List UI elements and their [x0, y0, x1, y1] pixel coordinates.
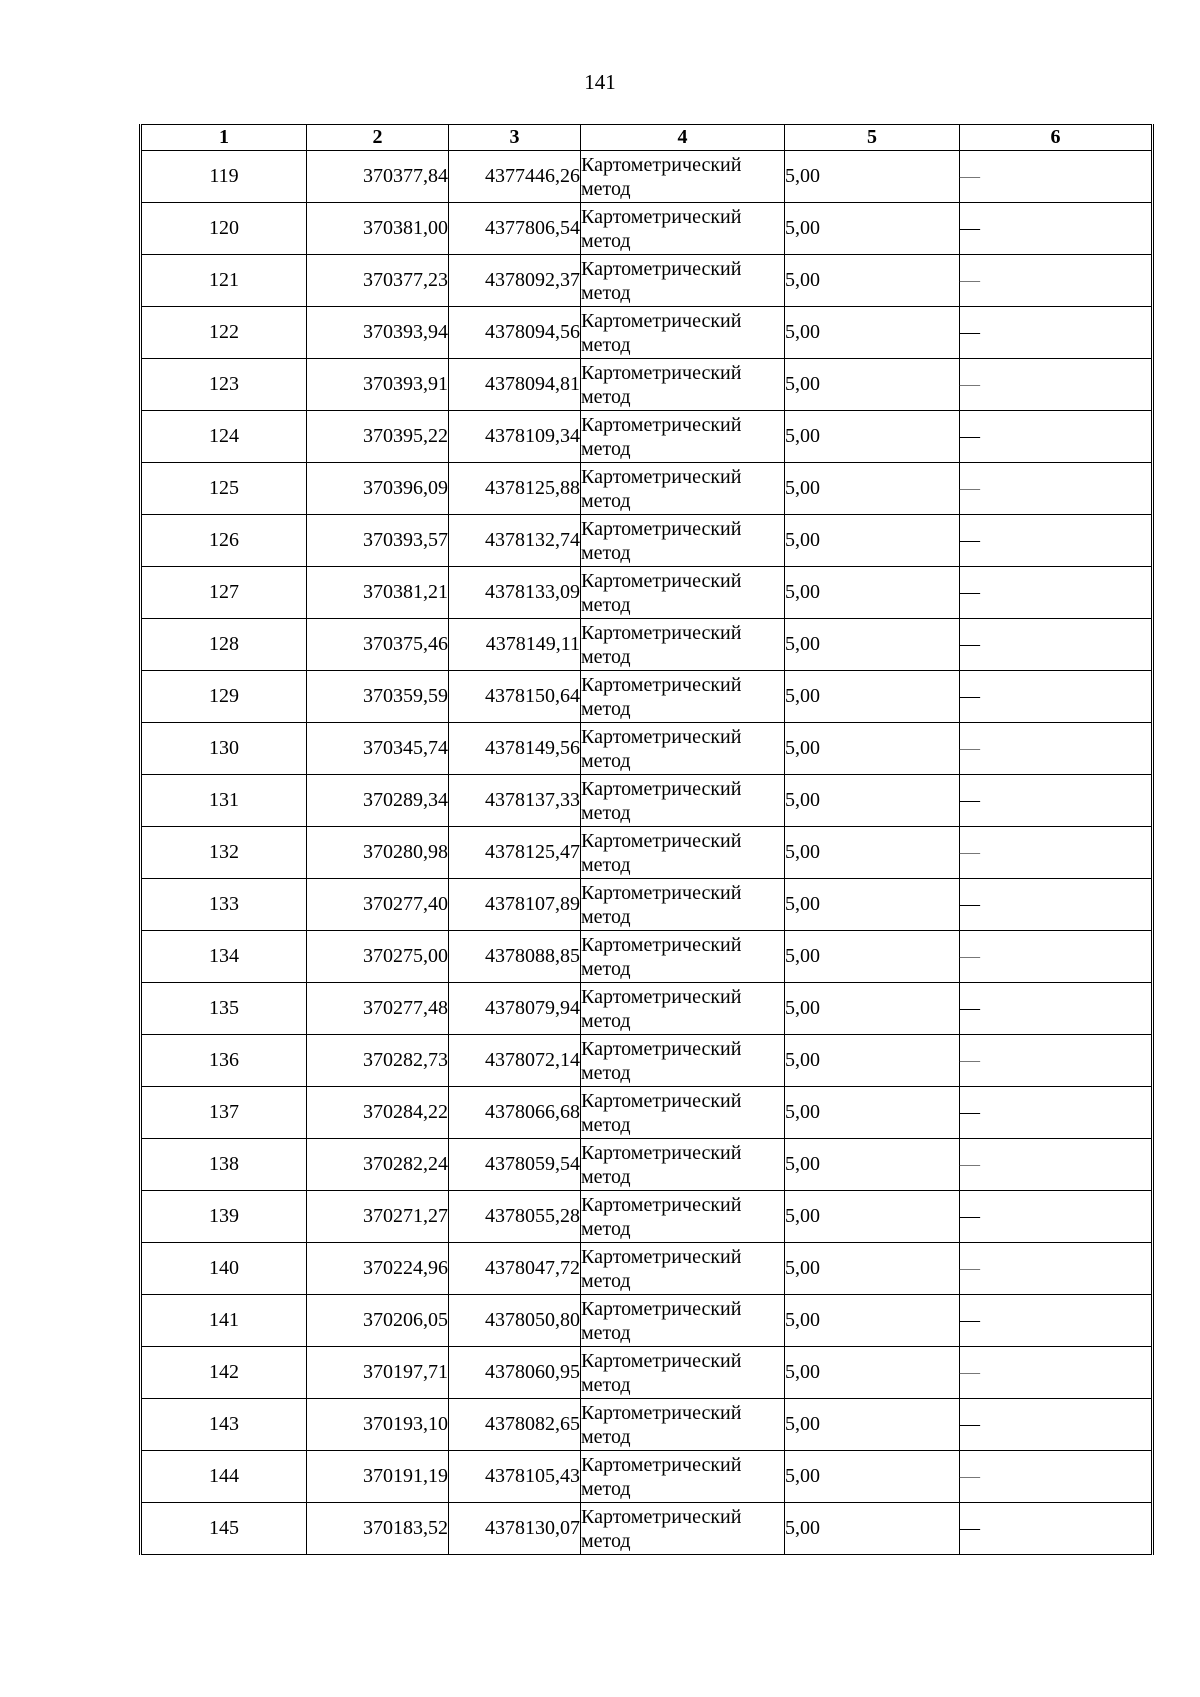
- note-cell: [960, 1399, 1153, 1451]
- point-number-cell: 132: [141, 827, 307, 879]
- method-cell: Картометрический метод: [581, 723, 785, 775]
- y-coordinate-cell: 4378149,56: [449, 723, 581, 775]
- precision-cell: 5,00: [785, 1295, 960, 1347]
- x-coordinate-cell: 370375,46: [307, 619, 449, 671]
- x-coordinate-cell: 370282,73: [307, 1035, 449, 1087]
- dash-mark: —: [960, 425, 980, 447]
- y-coordinate-cell: 4378082,65: [449, 1399, 581, 1451]
- note-cell: [960, 255, 1153, 307]
- method-cell: Картометрический метод: [581, 983, 785, 1035]
- point-number-cell: 126: [141, 515, 307, 567]
- x-coordinate-cell: 370284,22: [307, 1087, 449, 1139]
- y-coordinate-cell: 4378137,33: [449, 775, 581, 827]
- precision-cell: 5,00: [785, 671, 960, 723]
- point-number-cell: 138: [141, 1139, 307, 1191]
- point-number-cell: 134: [141, 931, 307, 983]
- point-number-cell: 143: [141, 1399, 307, 1451]
- table-row: [141, 1503, 1153, 1555]
- table-row: [141, 515, 1153, 567]
- y-coordinate-cell: 4378105,43: [449, 1451, 581, 1503]
- method-cell: Картометрический метод: [581, 775, 785, 827]
- method-cell: Картометрический метод: [581, 567, 785, 619]
- table-row: [141, 567, 1153, 619]
- point-number-cell: 140: [141, 1243, 307, 1295]
- point-number-cell: 125: [141, 463, 307, 515]
- dash-mark: —: [960, 893, 980, 915]
- y-coordinate-cell: 4378125,88: [449, 463, 581, 515]
- method-cell: Картометрический метод: [581, 1399, 785, 1451]
- point-number-cell: 128: [141, 619, 307, 671]
- precision-cell: 5,00: [785, 827, 960, 879]
- point-number-cell: 144: [141, 1451, 307, 1503]
- precision-cell: 5,00: [785, 931, 960, 983]
- table-row: [141, 723, 1153, 775]
- y-coordinate-cell: 4378088,85: [449, 931, 581, 983]
- note-cell: [960, 307, 1153, 359]
- dash-mark: —: [960, 1205, 980, 1227]
- y-coordinate-cell: 4378094,81: [449, 359, 581, 411]
- point-number-cell: 119: [141, 151, 307, 203]
- x-coordinate-cell: 370191,19: [307, 1451, 449, 1503]
- dash-mark: —: [960, 165, 980, 187]
- method-cell: Картометрический метод: [581, 1191, 785, 1243]
- y-coordinate-cell: 4377806,54: [449, 203, 581, 255]
- point-number-cell: 129: [141, 671, 307, 723]
- table-row: [141, 671, 1153, 723]
- point-number-cell: 130: [141, 723, 307, 775]
- precision-cell: 5,00: [785, 1243, 960, 1295]
- y-coordinate-cell: 4378109,34: [449, 411, 581, 463]
- x-coordinate-cell: 370271,27: [307, 1191, 449, 1243]
- method-cell: Картометрический метод: [581, 151, 785, 203]
- precision-cell: 5,00: [785, 1035, 960, 1087]
- point-number-cell: 137: [141, 1087, 307, 1139]
- method-cell: Картометрический метод: [581, 619, 785, 671]
- method-cell: Картометрический метод: [581, 931, 785, 983]
- dash-mark: —: [960, 685, 980, 707]
- note-cell: [960, 931, 1153, 983]
- point-number-cell: 145: [141, 1503, 307, 1555]
- note-cell: [960, 879, 1153, 931]
- note-cell: [960, 1347, 1153, 1399]
- note-cell: [960, 983, 1153, 1035]
- point-number-cell: 133: [141, 879, 307, 931]
- dash-mark: —: [960, 217, 980, 239]
- dash-mark: —: [960, 1465, 980, 1487]
- x-coordinate-cell: 370393,94: [307, 307, 449, 359]
- method-cell: Картометрический метод: [581, 1503, 785, 1555]
- table-row: [141, 307, 1153, 359]
- dash-mark: —: [960, 1153, 980, 1175]
- method-cell: Картометрический метод: [581, 1295, 785, 1347]
- method-cell: Картометрический метод: [581, 463, 785, 515]
- method-cell: Картометрический метод: [581, 1347, 785, 1399]
- dash-mark: —: [960, 477, 980, 499]
- precision-cell: 5,00: [785, 1087, 960, 1139]
- note-cell: [960, 203, 1153, 255]
- point-number-cell: 139: [141, 1191, 307, 1243]
- note-cell: [960, 515, 1153, 567]
- method-cell: Картометрический метод: [581, 879, 785, 931]
- precision-cell: 5,00: [785, 1399, 960, 1451]
- note-cell: [960, 1139, 1153, 1191]
- note-cell: [960, 671, 1153, 723]
- dash-mark: —: [960, 529, 980, 551]
- y-coordinate-cell: 4378094,56: [449, 307, 581, 359]
- note-cell: [960, 463, 1153, 515]
- x-coordinate-cell: 370381,21: [307, 567, 449, 619]
- precision-cell: 5,00: [785, 203, 960, 255]
- dash-mark: —: [960, 581, 980, 603]
- dash-mark: —: [960, 997, 980, 1019]
- method-cell: Картометрический метод: [581, 671, 785, 723]
- x-coordinate-cell: 370183,52: [307, 1503, 449, 1555]
- note-cell: [960, 775, 1153, 827]
- x-coordinate-cell: 370280,98: [307, 827, 449, 879]
- point-number-cell: 136: [141, 1035, 307, 1087]
- y-coordinate-cell: 4378125,47: [449, 827, 581, 879]
- table-row: [141, 411, 1153, 463]
- table-row: [141, 827, 1153, 879]
- column-header-2: 2: [307, 125, 449, 151]
- table-row: [141, 255, 1153, 307]
- note-cell: [960, 723, 1153, 775]
- x-coordinate-cell: 370289,34: [307, 775, 449, 827]
- y-coordinate-cell: 4378059,54: [449, 1139, 581, 1191]
- precision-cell: 5,00: [785, 879, 960, 931]
- table-row: [141, 1035, 1153, 1087]
- dash-mark: —: [960, 841, 980, 863]
- method-cell: Картометрический метод: [581, 359, 785, 411]
- table-row: [141, 151, 1153, 203]
- precision-cell: 5,00: [785, 359, 960, 411]
- y-coordinate-cell: 4378079,94: [449, 983, 581, 1035]
- point-number-cell: 127: [141, 567, 307, 619]
- note-cell: [960, 1451, 1153, 1503]
- note-cell: [960, 1087, 1153, 1139]
- note-cell: [960, 619, 1153, 671]
- point-number-cell: 141: [141, 1295, 307, 1347]
- table-row: [141, 1347, 1153, 1399]
- point-number-cell: 122: [141, 307, 307, 359]
- table-row: [141, 931, 1153, 983]
- coordinates-table: [139, 124, 1154, 1555]
- method-cell: Картометрический метод: [581, 255, 785, 307]
- x-coordinate-cell: 370377,84: [307, 151, 449, 203]
- y-coordinate-cell: 4378130,07: [449, 1503, 581, 1555]
- note-cell: [960, 1191, 1153, 1243]
- y-coordinate-cell: 4378060,95: [449, 1347, 581, 1399]
- point-number-cell: 135: [141, 983, 307, 1035]
- column-header-4: 4: [581, 125, 785, 151]
- table-row: [141, 359, 1153, 411]
- precision-cell: 5,00: [785, 515, 960, 567]
- dash-mark: —: [960, 1517, 980, 1539]
- dash-mark: —: [960, 789, 980, 811]
- method-cell: Картометрический метод: [581, 307, 785, 359]
- table-row: [141, 879, 1153, 931]
- precision-cell: 5,00: [785, 463, 960, 515]
- y-coordinate-cell: 4378150,64: [449, 671, 581, 723]
- dash-mark: —: [960, 1309, 980, 1331]
- column-header-1: 1: [141, 125, 307, 151]
- dash-mark: —: [960, 373, 980, 395]
- table-row: [141, 1399, 1153, 1451]
- y-coordinate-cell: 4378133,09: [449, 567, 581, 619]
- x-coordinate-cell: 370206,05: [307, 1295, 449, 1347]
- point-number-cell: 131: [141, 775, 307, 827]
- table-row: [141, 619, 1153, 671]
- x-coordinate-cell: 370224,96: [307, 1243, 449, 1295]
- dash-mark: —: [960, 1361, 980, 1383]
- method-cell: Картометрический метод: [581, 827, 785, 879]
- precision-cell: 5,00: [785, 775, 960, 827]
- table-row: [141, 463, 1153, 515]
- x-coordinate-cell: 370393,57: [307, 515, 449, 567]
- table-row: [141, 1139, 1153, 1191]
- dash-mark: —: [960, 1413, 980, 1435]
- precision-cell: 5,00: [785, 411, 960, 463]
- precision-cell: 5,00: [785, 307, 960, 359]
- y-coordinate-cell: 4378066,68: [449, 1087, 581, 1139]
- dash-mark: —: [960, 321, 980, 343]
- table-body: [141, 151, 1153, 1555]
- x-coordinate-cell: 370377,23: [307, 255, 449, 307]
- note-cell: [960, 151, 1153, 203]
- dash-mark: —: [960, 1257, 980, 1279]
- precision-cell: 5,00: [785, 567, 960, 619]
- precision-cell: 5,00: [785, 255, 960, 307]
- x-coordinate-cell: 370395,22: [307, 411, 449, 463]
- precision-cell: 5,00: [785, 1503, 960, 1555]
- column-header-6: 6: [960, 125, 1153, 151]
- y-coordinate-cell: 4378055,28: [449, 1191, 581, 1243]
- table-row: [141, 1295, 1153, 1347]
- y-coordinate-cell: 4378050,80: [449, 1295, 581, 1347]
- x-coordinate-cell: 370345,74: [307, 723, 449, 775]
- note-cell: [960, 1295, 1153, 1347]
- point-number-cell: 124: [141, 411, 307, 463]
- table-row: [141, 983, 1153, 1035]
- table-row: [141, 775, 1153, 827]
- precision-cell: 5,00: [785, 983, 960, 1035]
- x-coordinate-cell: 370282,24: [307, 1139, 449, 1191]
- point-number-cell: 120: [141, 203, 307, 255]
- method-cell: Картометрический метод: [581, 411, 785, 463]
- point-number-cell: 142: [141, 1347, 307, 1399]
- y-coordinate-cell: 4378047,72: [449, 1243, 581, 1295]
- note-cell: [960, 567, 1153, 619]
- dash-mark: —: [960, 1049, 980, 1071]
- method-cell: Картометрический метод: [581, 515, 785, 567]
- method-cell: Картометрический метод: [581, 1451, 785, 1503]
- coordinates-table-container: [139, 124, 1151, 1555]
- point-number-cell: 123: [141, 359, 307, 411]
- y-coordinate-cell: 4377446,26: [449, 151, 581, 203]
- table-row: [141, 1191, 1153, 1243]
- note-cell: [960, 411, 1153, 463]
- method-cell: Картометрический метод: [581, 1087, 785, 1139]
- method-cell: Картометрический метод: [581, 1139, 785, 1191]
- table-row: [141, 1087, 1153, 1139]
- y-coordinate-cell: 4378072,14: [449, 1035, 581, 1087]
- table-row: [141, 1243, 1153, 1295]
- note-cell: [960, 827, 1153, 879]
- table-row: [141, 203, 1153, 255]
- y-coordinate-cell: 4378149,11: [449, 619, 581, 671]
- method-cell: Картометрический метод: [581, 203, 785, 255]
- note-cell: [960, 1035, 1153, 1087]
- precision-cell: 5,00: [785, 723, 960, 775]
- y-coordinate-cell: 4378092,37: [449, 255, 581, 307]
- column-header-3: 3: [449, 125, 581, 151]
- x-coordinate-cell: 370393,91: [307, 359, 449, 411]
- note-cell: [960, 359, 1153, 411]
- note-cell: [960, 1243, 1153, 1295]
- x-coordinate-cell: 370193,10: [307, 1399, 449, 1451]
- precision-cell: 5,00: [785, 151, 960, 203]
- x-coordinate-cell: 370381,00: [307, 203, 449, 255]
- table-header-row: [141, 125, 1153, 151]
- y-coordinate-cell: 4378132,74: [449, 515, 581, 567]
- page-number: 141: [584, 70, 616, 94]
- x-coordinate-cell: 370275,00: [307, 931, 449, 983]
- dash-mark: —: [960, 945, 980, 967]
- precision-cell: 5,00: [785, 619, 960, 671]
- dash-mark: —: [960, 1101, 980, 1123]
- method-cell: Картометрический метод: [581, 1243, 785, 1295]
- point-number-cell: 121: [141, 255, 307, 307]
- precision-cell: 5,00: [785, 1347, 960, 1399]
- method-cell: Картометрический метод: [581, 1035, 785, 1087]
- dash-mark: —: [960, 737, 980, 759]
- dash-mark: —: [960, 633, 980, 655]
- precision-cell: 5,00: [785, 1451, 960, 1503]
- table-row: [141, 1451, 1153, 1503]
- x-coordinate-cell: 370277,40: [307, 879, 449, 931]
- x-coordinate-cell: 370277,48: [307, 983, 449, 1035]
- y-coordinate-cell: 4378107,89: [449, 879, 581, 931]
- note-cell: [960, 1503, 1153, 1555]
- dash-mark: —: [960, 269, 980, 291]
- x-coordinate-cell: 370359,59: [307, 671, 449, 723]
- x-coordinate-cell: 370396,09: [307, 463, 449, 515]
- column-header-5: 5: [785, 125, 960, 151]
- precision-cell: 5,00: [785, 1191, 960, 1243]
- precision-cell: 5,00: [785, 1139, 960, 1191]
- x-coordinate-cell: 370197,71: [307, 1347, 449, 1399]
